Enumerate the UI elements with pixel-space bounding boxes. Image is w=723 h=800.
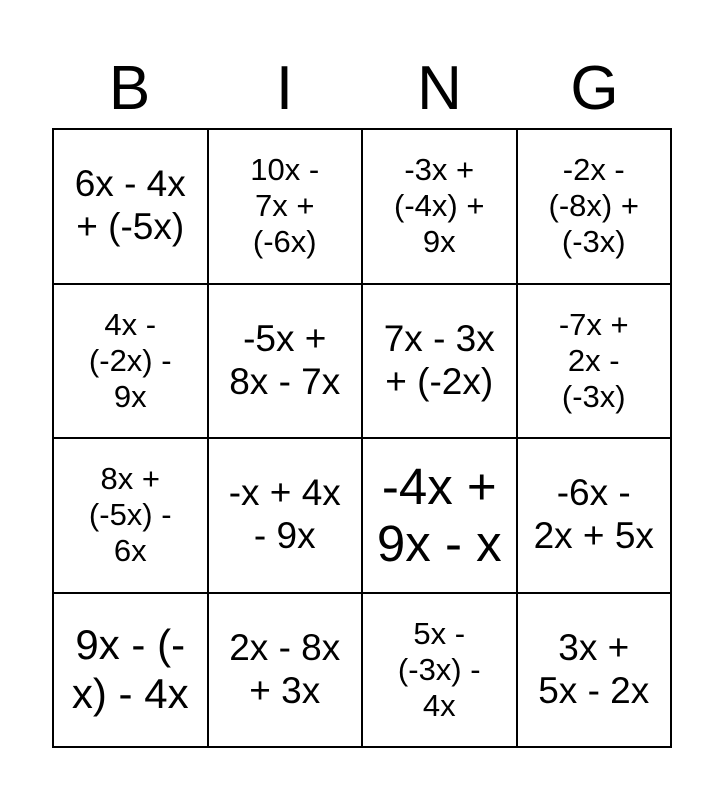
header-letter-n: N [417, 54, 462, 123]
cell-expression: -x + 4x - 9x [228, 472, 341, 557]
bingo-cell[interactable] [54, 285, 209, 440]
cell-expression: 6x - 4x + (-5x) [74, 163, 186, 248]
bingo-cell[interactable] [518, 130, 673, 285]
bingo-cell[interactable] [209, 439, 364, 594]
bingo-cell[interactable] [363, 594, 518, 749]
cell-expression: -2x - (-8x) + (-3x) [548, 152, 639, 260]
bingo-cell[interactable] [209, 285, 364, 440]
bingo-cell[interactable] [209, 594, 364, 749]
bingo-cell[interactable] [363, 439, 518, 594]
cell-expression: 10x - 7x + (-6x) [250, 152, 320, 260]
cell-expression: -3x + (-4x) + 9x [394, 152, 485, 260]
cell-expression: 3x + 5x - 2x [538, 626, 650, 711]
header-letter-b: B [108, 54, 151, 123]
bingo-header [52, 50, 672, 128]
cell-expression: -4x + 9x - x [376, 458, 502, 573]
bingo-board [52, 128, 672, 748]
header-letter-g: G [570, 54, 619, 123]
bingo-cell[interactable] [518, 285, 673, 440]
bingo-cell[interactable] [518, 439, 673, 594]
bingo-cell[interactable] [54, 439, 209, 594]
bingo-cell[interactable] [54, 594, 209, 749]
cell-expression: 7x - 3x + (-2x) [383, 317, 495, 402]
bingo-cell[interactable] [54, 130, 209, 285]
header-letter-i: I [275, 54, 294, 123]
bingo-cell[interactable] [363, 285, 518, 440]
cell-expression: 8x + (-5x) - 6x [88, 461, 172, 569]
cell-expression: 5x - (-3x) - 4x [397, 615, 481, 723]
cell-expression: 4x - (-2x) - 9x [88, 306, 172, 414]
cell-expression: -7x + 2x - (-3x) [558, 306, 629, 414]
bingo-cell[interactable] [363, 130, 518, 285]
cell-expression: 9x - (- x) - 4x [71, 621, 189, 717]
bingo-cell[interactable] [209, 130, 364, 285]
cell-expression: 2x - 8x + 3x [229, 626, 341, 711]
bingo-cell[interactable] [518, 594, 673, 749]
cell-expression: -6x - 2x + 5x [533, 472, 654, 557]
cell-expression: -5x + 8x - 7x [229, 317, 341, 402]
